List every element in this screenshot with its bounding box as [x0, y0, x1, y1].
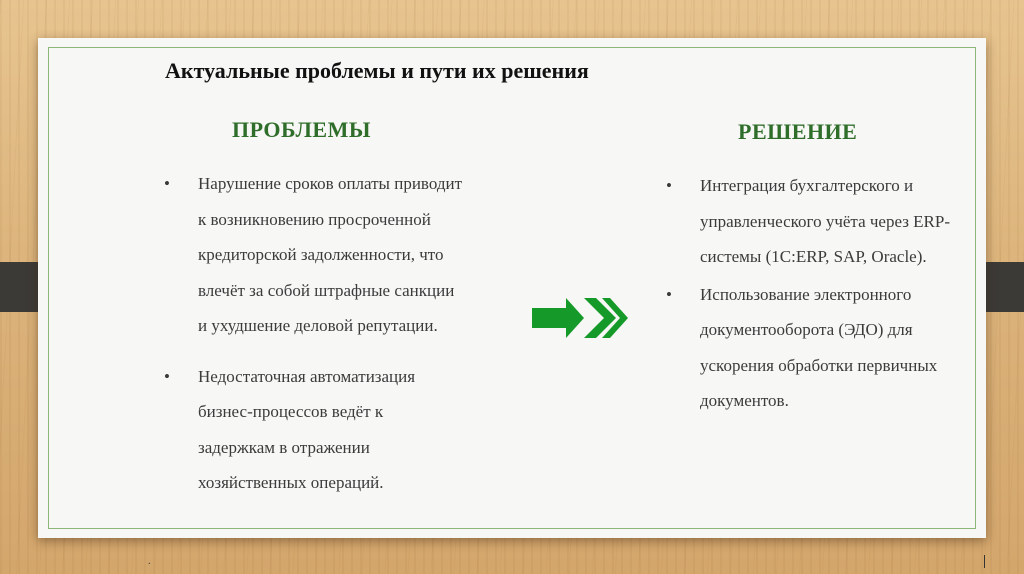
problem-text: Недостаточная автоматизация бизнес-процессов ведёт к задержкам в отражении хозяйственных операций. [198, 366, 416, 492]
problems-heading: ПРОБЛЕМЫ [232, 117, 371, 142]
bullet-icon: • [666, 176, 672, 195]
bullet-icon: • [164, 366, 170, 386]
bullet-icon: • [164, 174, 170, 193]
solution-text: Использование электронного документооборота (ЭДО) для ускорения обработки первичных документов. [700, 284, 938, 410]
solution-text: Интеграция бухгалтерского и управленческого учёта через ERP- системы (1С:ERP, SAP, Oracle). [700, 176, 951, 266]
double-chevron-arrow-right-icon [530, 294, 628, 347]
slide-title: Актуальные проблемы и пути их решения [165, 58, 589, 83]
problem-item [164, 359, 464, 501]
problem-text: Нарушение сроков оплаты приводит к возникновению просроченной кредиторской задолженности, что влечёт за собой штрафные санкции и ухудшение деловой репутации. [198, 174, 463, 335]
footer-bar [984, 555, 985, 568]
footer-mark: . [148, 556, 151, 567]
solutions-list [666, 168, 966, 419]
bullet-icon: • [666, 284, 672, 304]
solutions-heading: РЕШЕНИЕ [738, 119, 858, 144]
solution-item [666, 168, 966, 275]
solution-item [666, 277, 966, 419]
problems-list [164, 166, 464, 501]
problem-item [164, 166, 464, 344]
